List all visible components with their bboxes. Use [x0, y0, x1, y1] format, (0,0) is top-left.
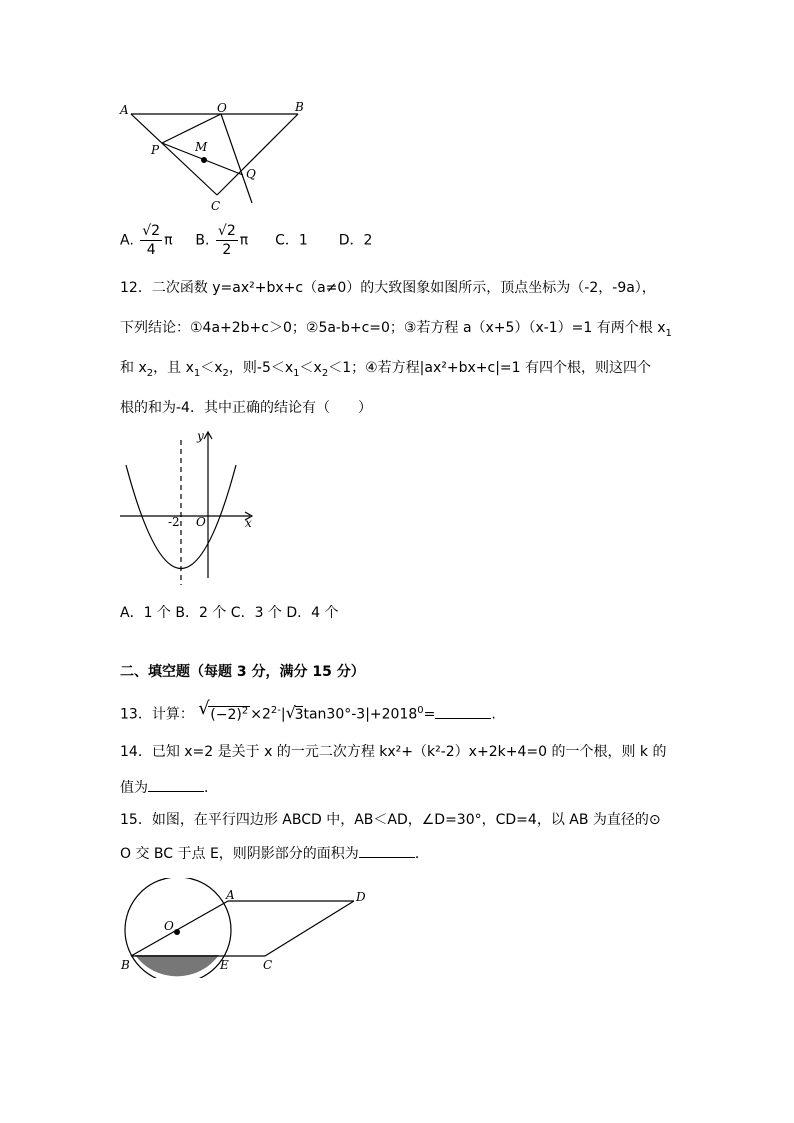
q12-line3 — [120, 358, 651, 384]
q11-option-b-label: B. — [195, 232, 210, 249]
q13-times: ×2 — [250, 706, 271, 723]
q11-option-a-label: A. — [120, 232, 134, 249]
q13-rest-exp: 0 — [417, 705, 424, 716]
q12-line4: 根的和为-4．其中正确的结论有（ ） — [120, 400, 372, 416]
q12-line3-s4: 1 — [293, 367, 300, 379]
q11-option-c: C．1 — [275, 232, 308, 249]
q13-abs-start: | — [280, 706, 286, 723]
label-B: B — [295, 100, 304, 114]
q13-sqrt-exp: 2 — [241, 705, 249, 716]
q12-line3-s2: 1 — [193, 367, 201, 379]
q12-line3-s5: 2 — [321, 367, 329, 379]
q14-line1: 14．已知 x=2 是关于 x 的一元二次方程 kx²+（k²-2）x+2k+4=0 的一个根，则 k 的 — [120, 744, 667, 760]
label-A: A — [120, 103, 129, 117]
q13-eq: = — [423, 706, 436, 723]
q14-line2-text: 值为 — [120, 780, 148, 796]
q13-line — [120, 698, 496, 728]
q13-times-exp: 2- — [270, 705, 281, 716]
q12-line3-e: ＜x — [299, 360, 322, 376]
q13-prefix: 13．计算： — [120, 706, 194, 723]
q11-option-a-fraction — [140, 222, 162, 259]
segment-DC — [265, 901, 354, 956]
q15-line2 — [120, 843, 429, 864]
q13-sqrt-content: (−2) — [210, 706, 242, 723]
q11-option-d: D．2 — [338, 232, 373, 249]
q12-line3-a: 和 x — [120, 360, 147, 376]
q12-figure — [115, 425, 260, 593]
q14-answer-blank[interactable] — [148, 777, 204, 792]
label-y: y — [197, 429, 204, 443]
q11-options — [120, 222, 372, 259]
label-O: O — [217, 101, 227, 115]
label-C: C — [211, 199, 221, 213]
q11-figure — [115, 95, 315, 220]
segment-BC — [217, 114, 298, 195]
q15-line2-text: O 交 BC 于点 E，则阴影部分的面积为 — [120, 846, 359, 862]
q15-line1: 15．如图，在平行四边形 ABCD 中，AB＜AD，∠D=30°，CD=4，以 AB 为直径的⊙ — [120, 812, 661, 828]
q12-line3-s1: 2 — [146, 367, 154, 379]
segment-OP — [162, 114, 221, 143]
segment-OQ-extended — [221, 114, 252, 203]
label-C: C — [263, 958, 273, 972]
q13-rest: tan30°-3|+2018 — [303, 706, 418, 723]
q12-line2 — [120, 318, 672, 344]
q11-option-a-denominator: 4 — [146, 242, 156, 258]
label-O: O — [164, 919, 174, 933]
q13-sqrt3-value: 3 — [294, 706, 304, 723]
q11-option-b-numerator: √2 — [217, 223, 236, 239]
q13-sqrt3: √ 3 — [285, 702, 304, 723]
q12-line3-s3: 2 — [222, 367, 229, 379]
q13-end: . — [491, 706, 496, 723]
q13-answer-blank[interactable] — [435, 704, 491, 719]
q11-option-b-pi: π — [239, 232, 249, 249]
label-P: P — [151, 143, 160, 157]
q12-options: A．1 个 B．2 个 C．3 个 D．4 个 — [120, 605, 339, 621]
q11-option-a-numerator: √2 — [142, 223, 161, 239]
q12-line2-text: 下列结论：①4a+2b+c＞0；②5a-b+c=0；③若方程 a（x+5）（x-1）=1 有两个根 x — [120, 320, 666, 336]
q12-line3-f: ＜1；④若方程|ax²+bx+c|=1 有四个根，则这四个 — [328, 360, 652, 376]
label-Q: Q — [246, 167, 256, 181]
point-M — [201, 157, 207, 163]
label-origin: O — [196, 515, 206, 529]
q15-answer-blank[interactable] — [359, 843, 415, 858]
q12-line2-sub: 1 — [665, 327, 672, 339]
q11-option-b-fraction — [216, 222, 238, 259]
q11-option-b-denominator: 2 — [222, 242, 232, 258]
q11-option-a-pi: π — [164, 232, 173, 249]
section2-title: 二、填空题（每题 3 分，满分 15 分） — [120, 664, 365, 680]
label-E: E — [220, 958, 229, 972]
q13-sqrt: √ $(-2)^2$ — [198, 698, 249, 723]
label-x: x — [245, 516, 252, 530]
q12-line1: 12．二次函数 y=ax²+bx+c（a≠0）的大致图象如图所示，顶点坐标为（-2，-9a）， — [120, 280, 656, 296]
label-A: A — [226, 888, 235, 902]
q12-line3-c: ＜x — [200, 360, 223, 376]
q12-line3-d: ，则-5＜x — [228, 360, 294, 376]
label-D: D — [356, 890, 366, 904]
q14-line2 — [120, 777, 208, 798]
q15-figure — [115, 878, 375, 978]
q15-line2-end: ． — [414, 846, 429, 862]
label-B: B — [121, 958, 130, 972]
segment-AC — [131, 114, 217, 195]
center-O — [174, 929, 180, 935]
label-neg2: -2 — [168, 515, 180, 529]
label-M: M — [195, 140, 208, 154]
segment-AB-diameter — [131, 901, 228, 956]
q14-line2-end: . — [204, 780, 209, 796]
q12-line3-b: ，且 x — [153, 360, 194, 376]
